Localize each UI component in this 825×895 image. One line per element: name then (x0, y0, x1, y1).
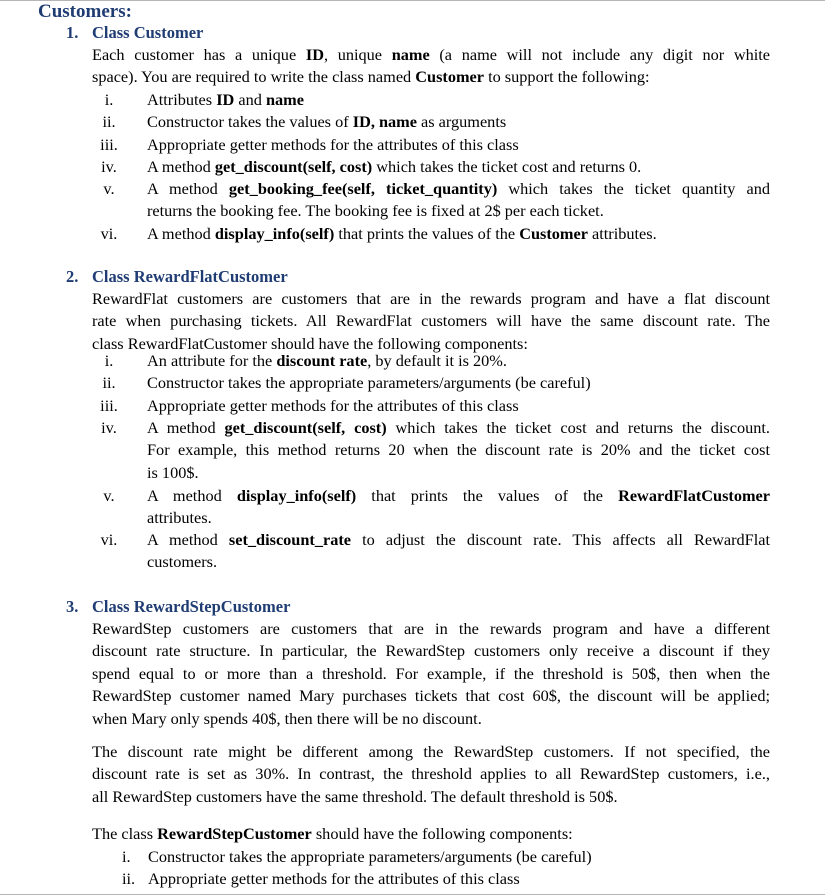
section-heading-rewardstep (66, 596, 290, 618)
text-line: RewardStep customers are customers that are in the rewards program and have a different (92, 619, 770, 638)
item-text (147, 372, 770, 394)
text-line: For example, this method returns 20 when the discount rate is 20% and the ticket cost (147, 440, 770, 460)
bold-term: RewardStepCustomer (157, 824, 312, 843)
text-line: Constructor takes the appropriate parameters/arguments (be careful) (147, 373, 591, 392)
item-text (147, 89, 770, 111)
item-text (147, 417, 770, 484)
section-heading-customer (66, 22, 203, 44)
text-line: rate when purchasing tickets. All RewardFlat customers will have the same discount rate. The (92, 311, 770, 331)
text-line: The discount rate might be different among the RewardStep customers. If not specified, the (92, 742, 770, 761)
text-line: A method display_info(self) that prints the values of the Customer attributes. (147, 224, 657, 243)
text-line: discount rate structure. In particular, the RewardStep customers only receive a discount if they (92, 641, 770, 661)
text-line: A method set_discount_rate to adjust the discount rate. This affects all RewardFlat (147, 530, 770, 549)
text-line: space). You are required to write the class named Customer to support the following: (92, 67, 650, 87)
item-text (147, 178, 770, 223)
list-item (122, 846, 592, 868)
item-number: vi. (100, 224, 118, 243)
text-line: Appropriate getter methods for the attributes of this class (147, 396, 519, 415)
section-title: Class Customer (92, 23, 204, 42)
bold-term: ID, name (352, 112, 417, 131)
text-line: class RewardFlatCustomer should have the following components: (92, 333, 528, 353)
section-intro (92, 44, 770, 89)
text-line: customers. (147, 552, 218, 572)
section-paragraph (92, 741, 770, 808)
bold-term: RewardFlatCustomer (618, 486, 770, 505)
section-number: 3. (66, 597, 79, 616)
document-title: Customers: (38, 1, 132, 22)
text-line: all RewardStep customers have the same threshold. The default threshold is 50$. (92, 786, 618, 806)
text-line: Appropriate getter methods for the attributes of this class (147, 135, 519, 154)
item-text: Constructor takes the appropriate parameters/arguments (be careful) (148, 847, 592, 866)
bold-term: get_booking_fee(self, ticket_quantity) (228, 179, 498, 198)
item-number: v. (103, 486, 115, 505)
item-number: iii. (100, 396, 118, 415)
text-line: RewardFlat customers are customers that are in the rewards program and have a flat discount (92, 289, 770, 308)
item-number: ii. (122, 869, 136, 888)
text-line: when Mary only spends 40$, then there will be no discount. (92, 708, 482, 728)
item-number: ii. (102, 373, 116, 392)
item-number: v. (103, 179, 115, 198)
bold-term: display_info(self) (236, 486, 357, 505)
bold-term: Customer (415, 67, 484, 87)
item-number: iv. (101, 157, 117, 176)
text-line: discount rate is set as 30%. In contrast, the threshold applies to all RewardStep customers, i.e., (92, 764, 770, 784)
item-text (147, 134, 770, 156)
section-number: 2. (66, 267, 79, 286)
bold-term: display_info(self) (214, 224, 335, 243)
item-number: iv. (101, 418, 117, 437)
item-number: ii. (102, 112, 116, 131)
section-title: Class RewardStepCustomer (92, 597, 291, 616)
section-paragraph (92, 823, 770, 845)
item-text (147, 485, 770, 530)
text-line: The class RewardStepCustomer should have the following components: (92, 824, 573, 843)
item-text: Appropriate getter methods for the attributes of this class (148, 869, 520, 888)
text-line: An attribute for the discount rate, by default it is 20%. (147, 351, 507, 370)
bold-term: name (391, 45, 430, 64)
text-line: A method display_info(self) that prints the values of the RewardFlatCustomer (147, 486, 770, 505)
bold-term: Customer (519, 224, 588, 243)
item-text (147, 350, 770, 372)
text-line: Each customer has a unique ID, unique name (a name will not include any digit nor white (92, 45, 771, 64)
section-number: 1. (66, 23, 79, 42)
item-text (147, 156, 770, 178)
text-line: returns the booking fee. The booking fee is fixed at 2$ per each ticket. (147, 201, 604, 221)
item-text (147, 529, 770, 574)
section-intro (92, 288, 770, 355)
item-number: i. (104, 351, 114, 370)
item-number: i. (104, 90, 114, 109)
bold-term: set_discount_rate (228, 530, 351, 549)
text-line: A method get_discount(self, cost) which takes the ticket cost and returns 0. (147, 157, 642, 176)
text-line: spend equal to or more than a threshold. For example, if the threshold is 50$, then when the (92, 663, 770, 683)
text-line: RewardStep customer named Mary purchases tickets that cost 60$, the discount will be applied; (92, 686, 770, 706)
text-line: A method get_booking_fee(self, ticket_quantity) which takes the ticket quantity and (147, 179, 771, 198)
item-text (147, 111, 770, 133)
section-title: Class RewardFlatCustomer (92, 267, 288, 286)
bold-term: ID (216, 90, 235, 109)
item-number: iii. (100, 135, 118, 154)
bold-term: ID (305, 45, 324, 64)
list-item (122, 868, 520, 890)
section-heading-rewardflat (66, 266, 288, 288)
item-number: vi. (100, 530, 118, 549)
bold-term: get_discount(self, cost) (224, 418, 387, 437)
text-line: Attributes ID and name (147, 90, 304, 109)
item-text (147, 395, 770, 417)
item-text (147, 223, 770, 245)
section-paragraph (92, 618, 770, 730)
text-line: is 100$. (147, 462, 199, 482)
text-line: Constructor takes the values of ID, name as arguments (147, 112, 507, 131)
bold-term: discount rate (276, 351, 368, 370)
item-number: i. (122, 847, 131, 866)
text-line: attributes. (147, 508, 212, 528)
text-line: A method get_discount(self, cost) which takes the ticket cost and returns the discount. (147, 418, 770, 437)
bold-term: name (265, 90, 304, 109)
bold-term: get_discount(self, cost) (214, 157, 373, 176)
